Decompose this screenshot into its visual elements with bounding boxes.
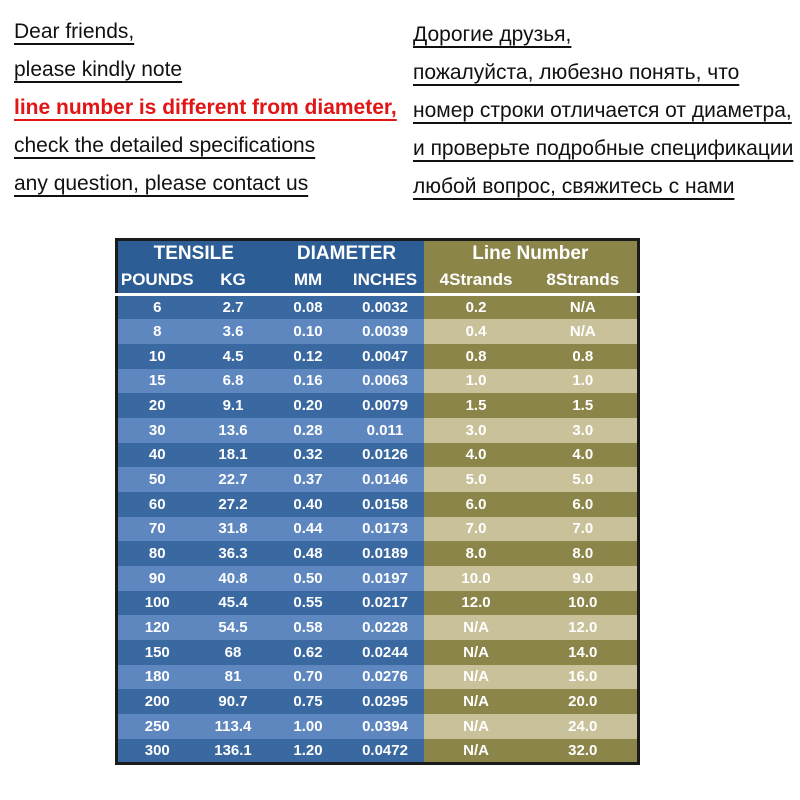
note-line-en-4: check the detailed specifications — [14, 134, 316, 157]
table-cell: 60 — [117, 492, 197, 517]
table-cell: 0.16 — [270, 369, 347, 394]
table-cell: 0.58 — [270, 615, 347, 640]
table-row — [117, 665, 639, 690]
table-cell: 13.6 — [197, 418, 270, 443]
table-cell: 0.0217 — [347, 591, 424, 616]
table-cell: 0.50 — [270, 566, 347, 591]
table-cell: 8 — [117, 319, 197, 344]
table-cell: 27.2 — [197, 492, 270, 517]
table-cell: 31.8 — [197, 517, 270, 542]
table-cell: 10.0 — [424, 566, 529, 591]
column-header-8strands: 8Strands — [529, 267, 639, 295]
table-cell: 36.3 — [197, 541, 270, 566]
table-cell: 3.0 — [529, 418, 639, 443]
table-row — [117, 591, 639, 616]
spec-table — [115, 238, 640, 765]
table-cell: 0.0197 — [347, 566, 424, 591]
table-cell: N/A — [424, 665, 529, 690]
table-cell: 22.7 — [197, 467, 270, 492]
table-cell: 20 — [117, 393, 197, 418]
table-cell: 0.0228 — [347, 615, 424, 640]
table-cell: 24.0 — [529, 714, 639, 739]
table-cell: 1.0 — [424, 369, 529, 394]
note-line-ru-5: любой вопрос, свяжитесь с нами — [413, 175, 735, 198]
table-cell: 14.0 — [529, 640, 639, 665]
table-cell: N/A — [424, 615, 529, 640]
table-cell: 0.0032 — [347, 295, 424, 320]
table-cell: 4.0 — [529, 443, 639, 468]
spec-table-header — [117, 240, 639, 295]
table-row — [117, 714, 639, 739]
table-cell: 2.7 — [197, 295, 270, 320]
table-cell: 16.0 — [529, 665, 639, 690]
table-cell: 12.0 — [424, 591, 529, 616]
group-header-row — [117, 240, 639, 267]
table-cell: 0.2 — [424, 295, 529, 320]
table-row — [117, 689, 639, 714]
table-row — [117, 566, 639, 591]
table-cell: 0.0158 — [347, 492, 424, 517]
table-cell: 0.0047 — [347, 344, 424, 369]
table-cell: 1.5 — [424, 393, 529, 418]
table-cell: 0.0295 — [347, 689, 424, 714]
table-cell: 150 — [117, 640, 197, 665]
table-cell: 0.0472 — [347, 739, 424, 764]
table-cell: 0.0079 — [347, 393, 424, 418]
table-cell: 1.00 — [270, 714, 347, 739]
table-cell: 5.0 — [424, 467, 529, 492]
table-cell: 0.44 — [270, 517, 347, 542]
table-cell: 100 — [117, 591, 197, 616]
table-cell: 0.4 — [424, 319, 529, 344]
spec-table-body — [117, 295, 639, 764]
note-line-ru-2: пожалуйста, любезно понять, что — [413, 61, 740, 84]
table-cell: 10 — [117, 344, 197, 369]
table-row — [117, 418, 639, 443]
table-cell: 0.48 — [270, 541, 347, 566]
column-header-pounds: POUNDS — [117, 267, 197, 295]
table-cell: 0.40 — [270, 492, 347, 517]
table-cell: 6.0 — [424, 492, 529, 517]
table-cell: 0.0063 — [347, 369, 424, 394]
table-cell: 12.0 — [529, 615, 639, 640]
table-cell: 120 — [117, 615, 197, 640]
table-cell: 50 — [117, 467, 197, 492]
notes-russian — [413, 21, 795, 211]
table-cell: 0.08 — [270, 295, 347, 320]
table-cell: 0.0244 — [347, 640, 424, 665]
table-row — [117, 467, 639, 492]
table-cell: 15 — [117, 369, 197, 394]
table-cell: 1.5 — [529, 393, 639, 418]
table-cell: 10.0 — [529, 591, 639, 616]
table-cell: N/A — [424, 689, 529, 714]
column-header-mm: MM — [270, 267, 347, 295]
table-row — [117, 443, 639, 468]
table-cell: 90.7 — [197, 689, 270, 714]
table-cell: 0.0039 — [347, 319, 424, 344]
table-cell: 9.0 — [529, 566, 639, 591]
table-row — [117, 319, 639, 344]
table-cell: 0.0146 — [347, 467, 424, 492]
note-line-en-2: please kindly note — [14, 58, 183, 81]
note-line-ru-4: и проверьте подробные спецификации — [413, 137, 794, 160]
table-cell: 3.0 — [424, 418, 529, 443]
table-cell: 1.20 — [270, 739, 347, 764]
table-cell: 8.0 — [529, 541, 639, 566]
table-cell: 9.1 — [197, 393, 270, 418]
column-header-4strands: 4Strands — [424, 267, 529, 295]
note-line-ru-3: номер строки отличается от диаметра, — [413, 99, 792, 122]
table-cell: 45.4 — [197, 591, 270, 616]
table-cell: 180 — [117, 665, 197, 690]
table-cell: 5.0 — [529, 467, 639, 492]
table-row — [117, 615, 639, 640]
table-row — [117, 295, 639, 320]
table-row — [117, 541, 639, 566]
note-line-en-3-warning: line number is different from diameter, — [14, 96, 397, 119]
table-cell: 7.0 — [529, 517, 639, 542]
table-cell: 0.75 — [270, 689, 347, 714]
table-cell: 0.0189 — [347, 541, 424, 566]
table-row — [117, 517, 639, 542]
table-cell: 4.0 — [424, 443, 529, 468]
table-cell: 0.70 — [270, 665, 347, 690]
table-cell: 1.0 — [529, 369, 639, 394]
table-cell: 113.4 — [197, 714, 270, 739]
table-cell: 300 — [117, 739, 197, 764]
table-cell: 6.8 — [197, 369, 270, 394]
table-cell: 80 — [117, 541, 197, 566]
table-cell: N/A — [529, 295, 639, 320]
table-cell: 6.0 — [529, 492, 639, 517]
group-header-line-number: Line Number — [424, 240, 639, 267]
table-cell: 7.0 — [424, 517, 529, 542]
table-cell: 70 — [117, 517, 197, 542]
table-row — [117, 492, 639, 517]
table-cell: 8.0 — [424, 541, 529, 566]
table-cell: N/A — [424, 739, 529, 764]
table-cell: 0.8 — [424, 344, 529, 369]
table-cell: 40 — [117, 443, 197, 468]
table-cell: 0.0126 — [347, 443, 424, 468]
table-row — [117, 344, 639, 369]
table-cell: 0.55 — [270, 591, 347, 616]
table-cell: 136.1 — [197, 739, 270, 764]
table-cell: 68 — [197, 640, 270, 665]
table-cell: 40.8 — [197, 566, 270, 591]
note-line-en-1: Dear friends, — [14, 20, 135, 43]
note-line-ru-1: Дорогие друзья, — [413, 23, 572, 46]
group-header-tensile: TENSILE — [117, 240, 270, 267]
table-cell: 32.0 — [529, 739, 639, 764]
table-cell: 54.5 — [197, 615, 270, 640]
table-cell: 90 — [117, 566, 197, 591]
table-cell: 3.6 — [197, 319, 270, 344]
table-cell: 0.32 — [270, 443, 347, 468]
table-cell: 250 — [117, 714, 197, 739]
table-cell: N/A — [424, 640, 529, 665]
notes-english — [14, 18, 410, 208]
column-header-kg: KG — [197, 267, 270, 295]
table-cell: 0.0276 — [347, 665, 424, 690]
table-cell: 0.0173 — [347, 517, 424, 542]
table-cell: 0.62 — [270, 640, 347, 665]
table-cell: 0.20 — [270, 393, 347, 418]
table-cell: 0.8 — [529, 344, 639, 369]
table-cell: 0.0394 — [347, 714, 424, 739]
table-cell: N/A — [424, 714, 529, 739]
table-cell: 6 — [117, 295, 197, 320]
note-line-en-5: any question, please contact us — [14, 172, 309, 195]
table-cell: N/A — [529, 319, 639, 344]
table-cell: 0.10 — [270, 319, 347, 344]
column-header-row — [117, 267, 639, 295]
table-cell: 200 — [117, 689, 197, 714]
table-cell: 20.0 — [529, 689, 639, 714]
table-row — [117, 369, 639, 394]
table-cell: 0.011 — [347, 418, 424, 443]
table-cell: 4.5 — [197, 344, 270, 369]
table-row — [117, 393, 639, 418]
table-cell: 0.12 — [270, 344, 347, 369]
group-header-diameter: DIAMETER — [270, 240, 424, 267]
column-header-inches: INCHES — [347, 267, 424, 295]
table-row — [117, 739, 639, 764]
table-row — [117, 640, 639, 665]
table-cell: 81 — [197, 665, 270, 690]
table-cell: 30 — [117, 418, 197, 443]
table-cell: 0.37 — [270, 467, 347, 492]
table-cell: 0.28 — [270, 418, 347, 443]
table-cell: 18.1 — [197, 443, 270, 468]
